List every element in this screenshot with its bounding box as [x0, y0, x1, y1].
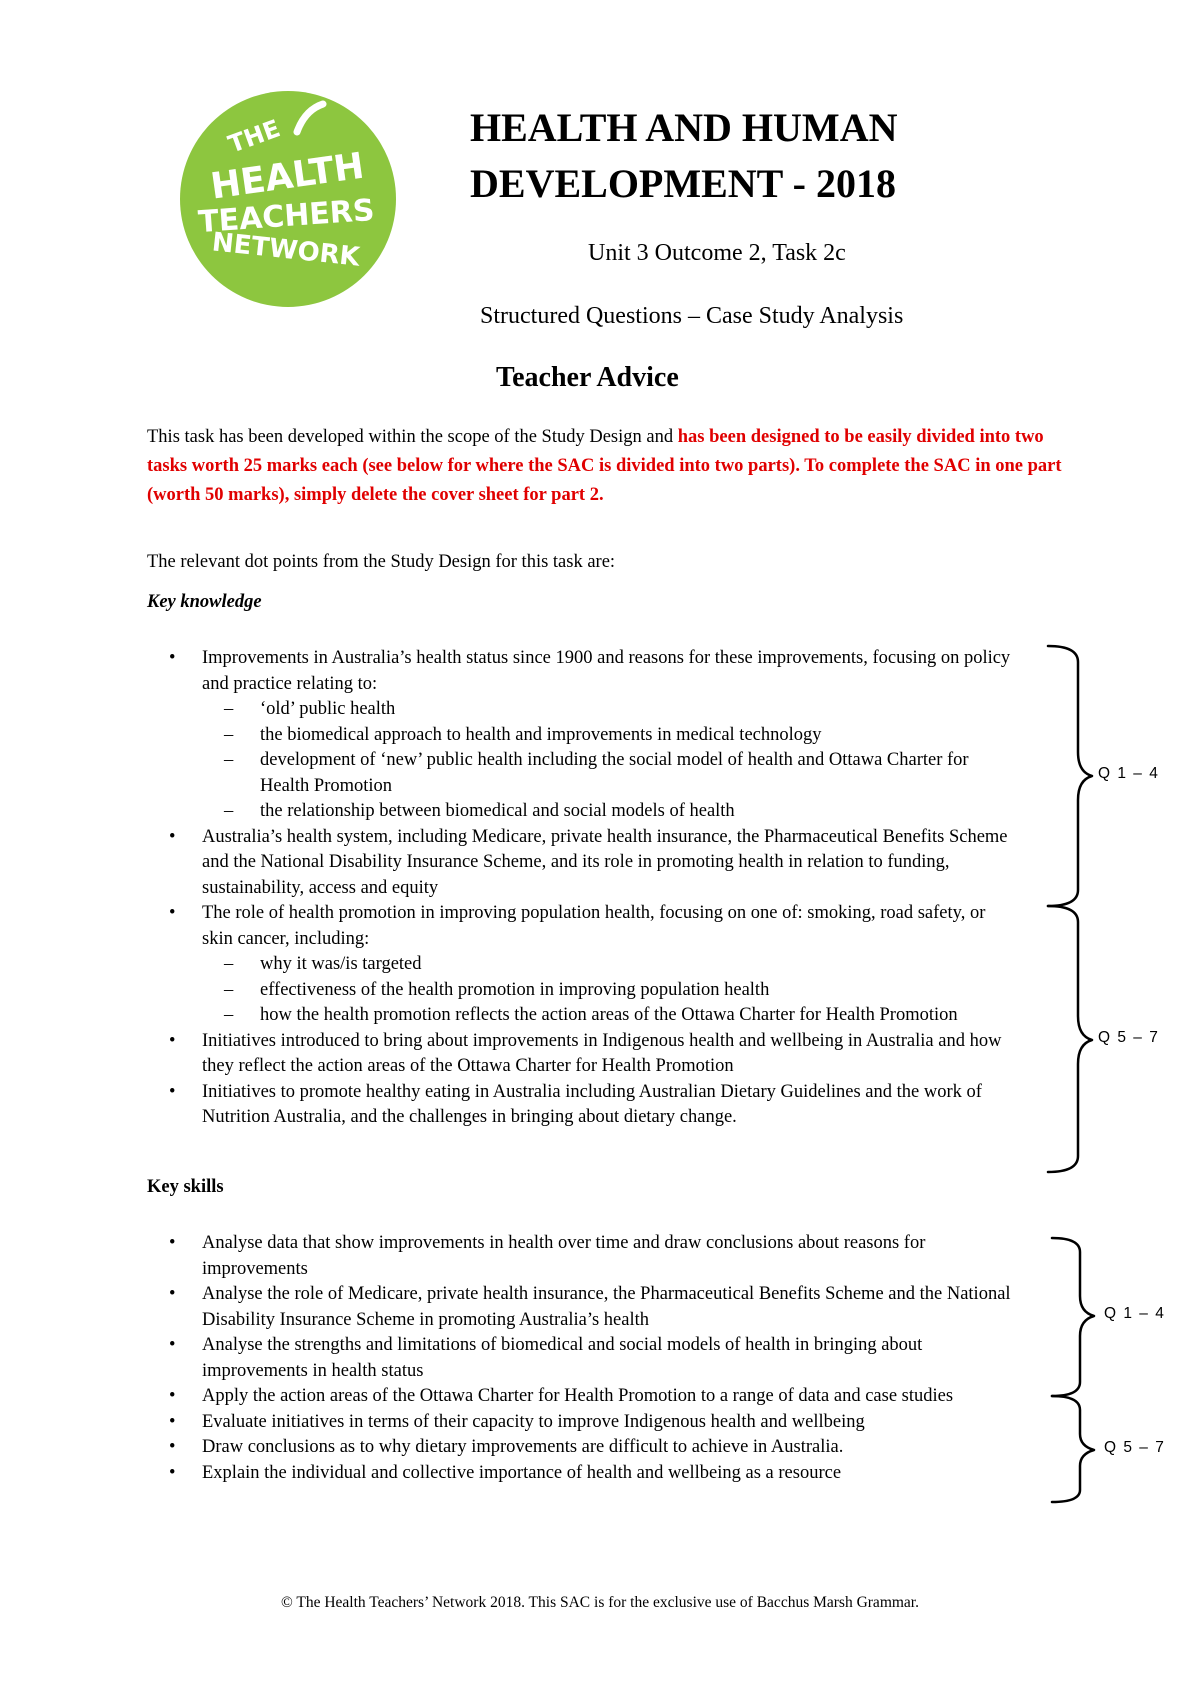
task-type-label: Structured Questions – Case Study Analysis: [480, 303, 904, 329]
bracket-label: Q 5 – 7: [1104, 1439, 1166, 1456]
key-knowledge-heading: Key knowledge: [147, 592, 262, 612]
bracket-label: Q 1 – 4: [1098, 765, 1160, 782]
bracket-label: Q 5 – 7: [1098, 1029, 1160, 1046]
bracket-skills-q1-4: [1052, 1238, 1094, 1396]
list-item: • Initiatives to promote healthy eating in Australia including Australian Dietary Guidelines and the work of Nutrition Australia, and the challenges in bringing about dietary change.: [147, 1080, 1017, 1131]
list-item: • Explain the individual and collective importance of health and wellbeing as a resource: [147, 1461, 1017, 1487]
intro-paragraph: [147, 423, 1067, 510]
list-item: [147, 901, 1017, 1029]
list-item: • Analyse the strengths and limitations of biomedical and social models of health in bringing about improvements in health status: [147, 1333, 1017, 1384]
intro-plain-text: This task has been developed within the scope of the Study Design and: [147, 427, 678, 447]
list-item: • Evaluate initiatives in terms of their capacity to improve Indigenous health and wellbeing: [147, 1410, 1017, 1436]
list-item: • Analyse data that show improvements in health over time and draw conclusions about reasons for improvements: [147, 1231, 1017, 1282]
teacher-advice-heading: Teacher Advice: [496, 362, 679, 393]
svg-text:HEALTH: HEALTH: [208, 145, 367, 208]
relevant-dot-points-text: The relevant dot points from the Study Design for this task are:: [147, 552, 616, 572]
list-item-text: The role of health promotion in improving population health, focusing on one of: smoking, road safety, or skin cancer, including:: [202, 903, 986, 949]
sub-list-item: – development of ‘new’ public health including the social model of health and Ottawa Charter for Health Promotion: [202, 748, 1017, 799]
bracket-knowledge-q5-7: [1048, 906, 1092, 1172]
svg-text:THE: THE: [224, 114, 284, 159]
sub-list: [202, 952, 1017, 1029]
key-skills-list: [147, 1231, 1017, 1486]
list-item: • Analyse the role of Medicare, private health insurance, the Pharmaceutical Benefits Scheme and the National Disability Insurance Scheme in promoting Australia’s health: [147, 1282, 1017, 1333]
svg-text:TEACHERS: TEACHERS: [197, 192, 376, 241]
key-knowledge-list: [147, 646, 1017, 1131]
document-title: HEALTH AND HUMAN DEVELOPMENT - 2018: [470, 105, 898, 206]
health-teachers-network-logo: [177, 88, 399, 310]
svg-text:NETWORK: NETWORK: [210, 227, 362, 273]
list-item: • Australia’s health system, including Medicare, private health insurance, the Pharmaceutical Benefits Scheme and the National Disability Insurance Scheme, and its role in promoting health in relation to funding, sustainability, access and equity: [147, 825, 1017, 902]
bracket-skills-q5-7: [1052, 1396, 1094, 1502]
sub-list: [202, 697, 1017, 825]
unit-outcome-label: Unit 3 Outcome 2, Task 2c: [588, 240, 846, 266]
list-item: • Draw conclusions as to why dietary improvements are difficult to achieve in Australia.: [147, 1435, 1017, 1461]
sub-list-item: – ‘old’ public health: [202, 697, 1017, 723]
apple-logo-icon: [177, 88, 399, 310]
sub-list-item: – how the health promotion reflects the action areas of the Ottawa Charter for Health Promotion: [202, 1003, 1017, 1029]
sub-list-item: – effectiveness of the health promotion in improving population health: [202, 978, 1017, 1004]
copyright-footer: © The Health Teachers’ Network 2018. This SAC is for the exclusive use of Bacchus Marsh Grammar.: [280, 1594, 919, 1611]
intro-highlight-text: has been designed to be easily divided into two tasks worth 25 marks each (see below for where the SAC is divided into two parts). To complete the SAC in one part (worth 50 marks), simply delete the cover sheet for part 2.: [147, 427, 1062, 505]
bracket-label: Q 1 – 4: [1104, 1305, 1166, 1322]
bracket-knowledge-q1-4: [1048, 646, 1092, 906]
key-skills-heading: Key skills: [147, 1177, 224, 1197]
list-item-text: Improvements in Australia’s health status since 1900 and reasons for these improvements, focusing on policy and practice relating to:: [202, 648, 1011, 694]
list-item: [147, 646, 1017, 825]
sub-list-item: – the biomedical approach to health and improvements in medical technology: [202, 723, 1017, 749]
sub-list-item: – why it was/is targeted: [202, 952, 1017, 978]
sub-list-item: – the relationship between biomedical and social models of health: [202, 799, 1017, 825]
list-item: • Initiatives introduced to bring about improvements in Indigenous health and wellbeing in Australia and how they reflect the action areas of the Ottawa Charter for Health Promotion: [147, 1029, 1017, 1080]
list-item: • Apply the action areas of the Ottawa Charter for Health Promotion to a range of data and case studies: [147, 1384, 1017, 1410]
